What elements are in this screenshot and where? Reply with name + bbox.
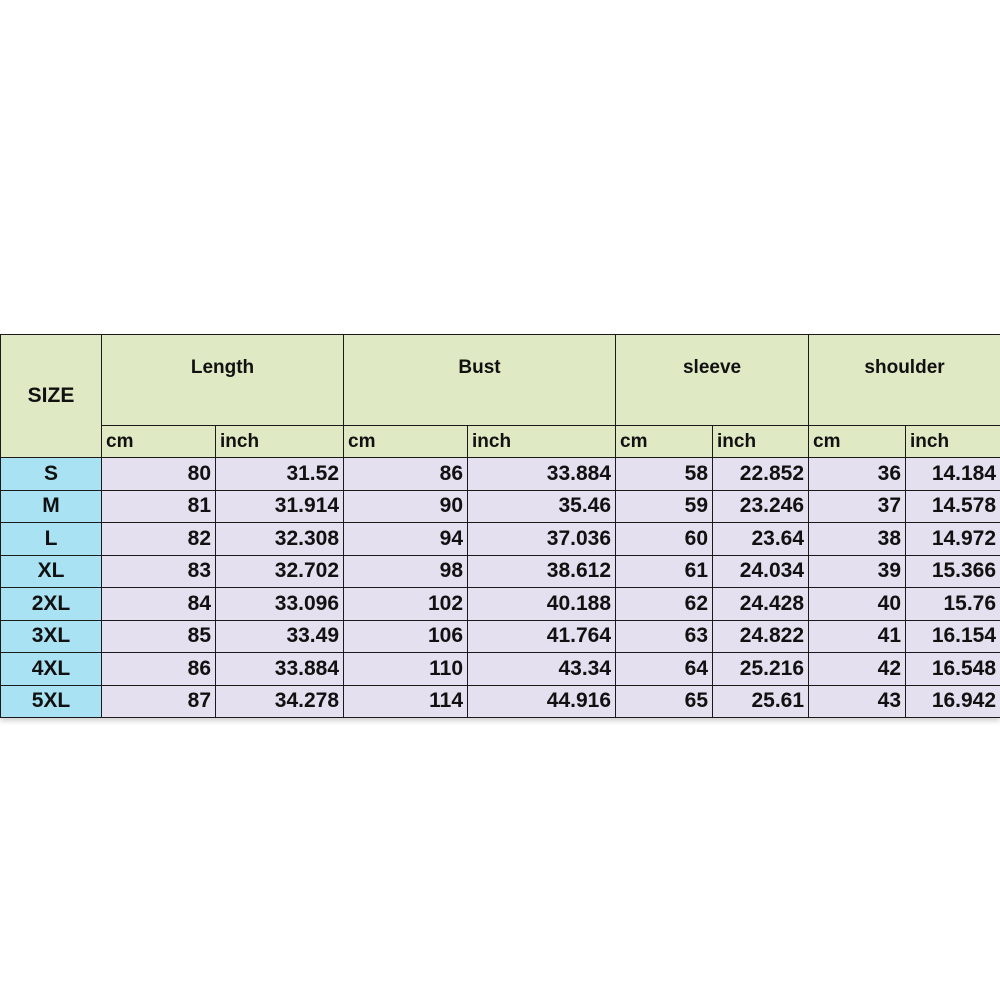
header-row: [1, 335, 1000, 426]
size-label: M: [1, 490, 102, 523]
table-cell: 63: [616, 620, 713, 653]
table-cell: 14.578: [906, 490, 1000, 523]
table-cell: 83: [102, 555, 216, 588]
table-cell: 98: [344, 555, 468, 588]
group-header-length: Length: [102, 335, 344, 426]
table-cell: 24.034: [713, 555, 809, 588]
table-cell: 39: [809, 555, 906, 588]
table-cell: 86: [344, 458, 468, 491]
unit-header: inch: [468, 426, 616, 458]
table-cell: 24.822: [713, 620, 809, 653]
table-cell: 33.884: [468, 458, 616, 491]
table-cell: 64: [616, 653, 713, 686]
table-cell: 14.972: [906, 523, 1000, 556]
table-cell: 58: [616, 458, 713, 491]
table-cell: 110: [344, 653, 468, 686]
table-cell: 35.46: [468, 490, 616, 523]
table-cell: 80: [102, 458, 216, 491]
table-cell: 16.154: [906, 620, 1000, 653]
table-cell: 42: [809, 653, 906, 686]
table-cell: 90: [344, 490, 468, 523]
size-label: 3XL: [1, 620, 102, 653]
table-cell: 16.548: [906, 653, 1000, 686]
table-cell: 81: [102, 490, 216, 523]
size-label: S: [1, 458, 102, 491]
unit-header: cm: [616, 426, 713, 458]
table-cell: 31.52: [216, 458, 344, 491]
table-row: [1, 490, 1000, 523]
size-chart: [0, 334, 1000, 718]
table-cell: 94: [344, 523, 468, 556]
size-table: [0, 334, 1000, 718]
table-cell: 25.61: [713, 685, 809, 718]
table-cell: 43.34: [468, 653, 616, 686]
table-cell: 23.64: [713, 523, 809, 556]
unit-header: cm: [102, 426, 216, 458]
table-cell: 44.916: [468, 685, 616, 718]
table-cell: 102: [344, 588, 468, 621]
table-cell: 23.246: [713, 490, 809, 523]
table-cell: 106: [344, 620, 468, 653]
table-cell: 85: [102, 620, 216, 653]
table-cell: 114: [344, 685, 468, 718]
size-header: SIZE: [1, 335, 102, 458]
group-header-sleeve: sleeve: [616, 335, 809, 426]
size-label: L: [1, 523, 102, 556]
unit-header: inch: [906, 426, 1000, 458]
table-cell: 43: [809, 685, 906, 718]
table-cell: 32.308: [216, 523, 344, 556]
unit-header: inch: [216, 426, 344, 458]
table-cell: 31.914: [216, 490, 344, 523]
table-cell: 59: [616, 490, 713, 523]
group-header-bust: Bust: [344, 335, 616, 426]
table-row: [1, 620, 1000, 653]
table-cell: 40.188: [468, 588, 616, 621]
table-cell: 15.76: [906, 588, 1000, 621]
table-cell: 33.096: [216, 588, 344, 621]
unit-row: [1, 426, 1000, 458]
table-cell: 87: [102, 685, 216, 718]
table-cell: 33.49: [216, 620, 344, 653]
table-cell: 65: [616, 685, 713, 718]
table-cell: 37: [809, 490, 906, 523]
table-cell: 41.764: [468, 620, 616, 653]
unit-header: cm: [344, 426, 468, 458]
table-cell: 60: [616, 523, 713, 556]
table-row: [1, 653, 1000, 686]
table-cell: 36: [809, 458, 906, 491]
group-header-shoulder: shoulder: [809, 335, 1000, 426]
table-cell: 25.216: [713, 653, 809, 686]
unit-header: cm: [809, 426, 906, 458]
table-cell: 14.184: [906, 458, 1000, 491]
table-row: [1, 458, 1000, 491]
table-cell: 61: [616, 555, 713, 588]
size-label: 2XL: [1, 588, 102, 621]
table-row: [1, 523, 1000, 556]
table-cell: 84: [102, 588, 216, 621]
table-cell: 33.884: [216, 653, 344, 686]
table-cell: 82: [102, 523, 216, 556]
table-cell: 38.612: [468, 555, 616, 588]
unit-header: inch: [713, 426, 809, 458]
table-row: [1, 555, 1000, 588]
table-cell: 15.366: [906, 555, 1000, 588]
table-cell: 22.852: [713, 458, 809, 491]
table-cell: 16.942: [906, 685, 1000, 718]
table-row: [1, 588, 1000, 621]
table-cell: 37.036: [468, 523, 616, 556]
table-body: [1, 458, 1000, 718]
table-cell: 41: [809, 620, 906, 653]
table-cell: 24.428: [713, 588, 809, 621]
size-label: 5XL: [1, 685, 102, 718]
size-label: XL: [1, 555, 102, 588]
table-cell: 62: [616, 588, 713, 621]
table-row: [1, 685, 1000, 718]
table-cell: 86: [102, 653, 216, 686]
table-cell: 32.702: [216, 555, 344, 588]
table-cell: 34.278: [216, 685, 344, 718]
table-cell: 38: [809, 523, 906, 556]
size-label: 4XL: [1, 653, 102, 686]
table-cell: 40: [809, 588, 906, 621]
